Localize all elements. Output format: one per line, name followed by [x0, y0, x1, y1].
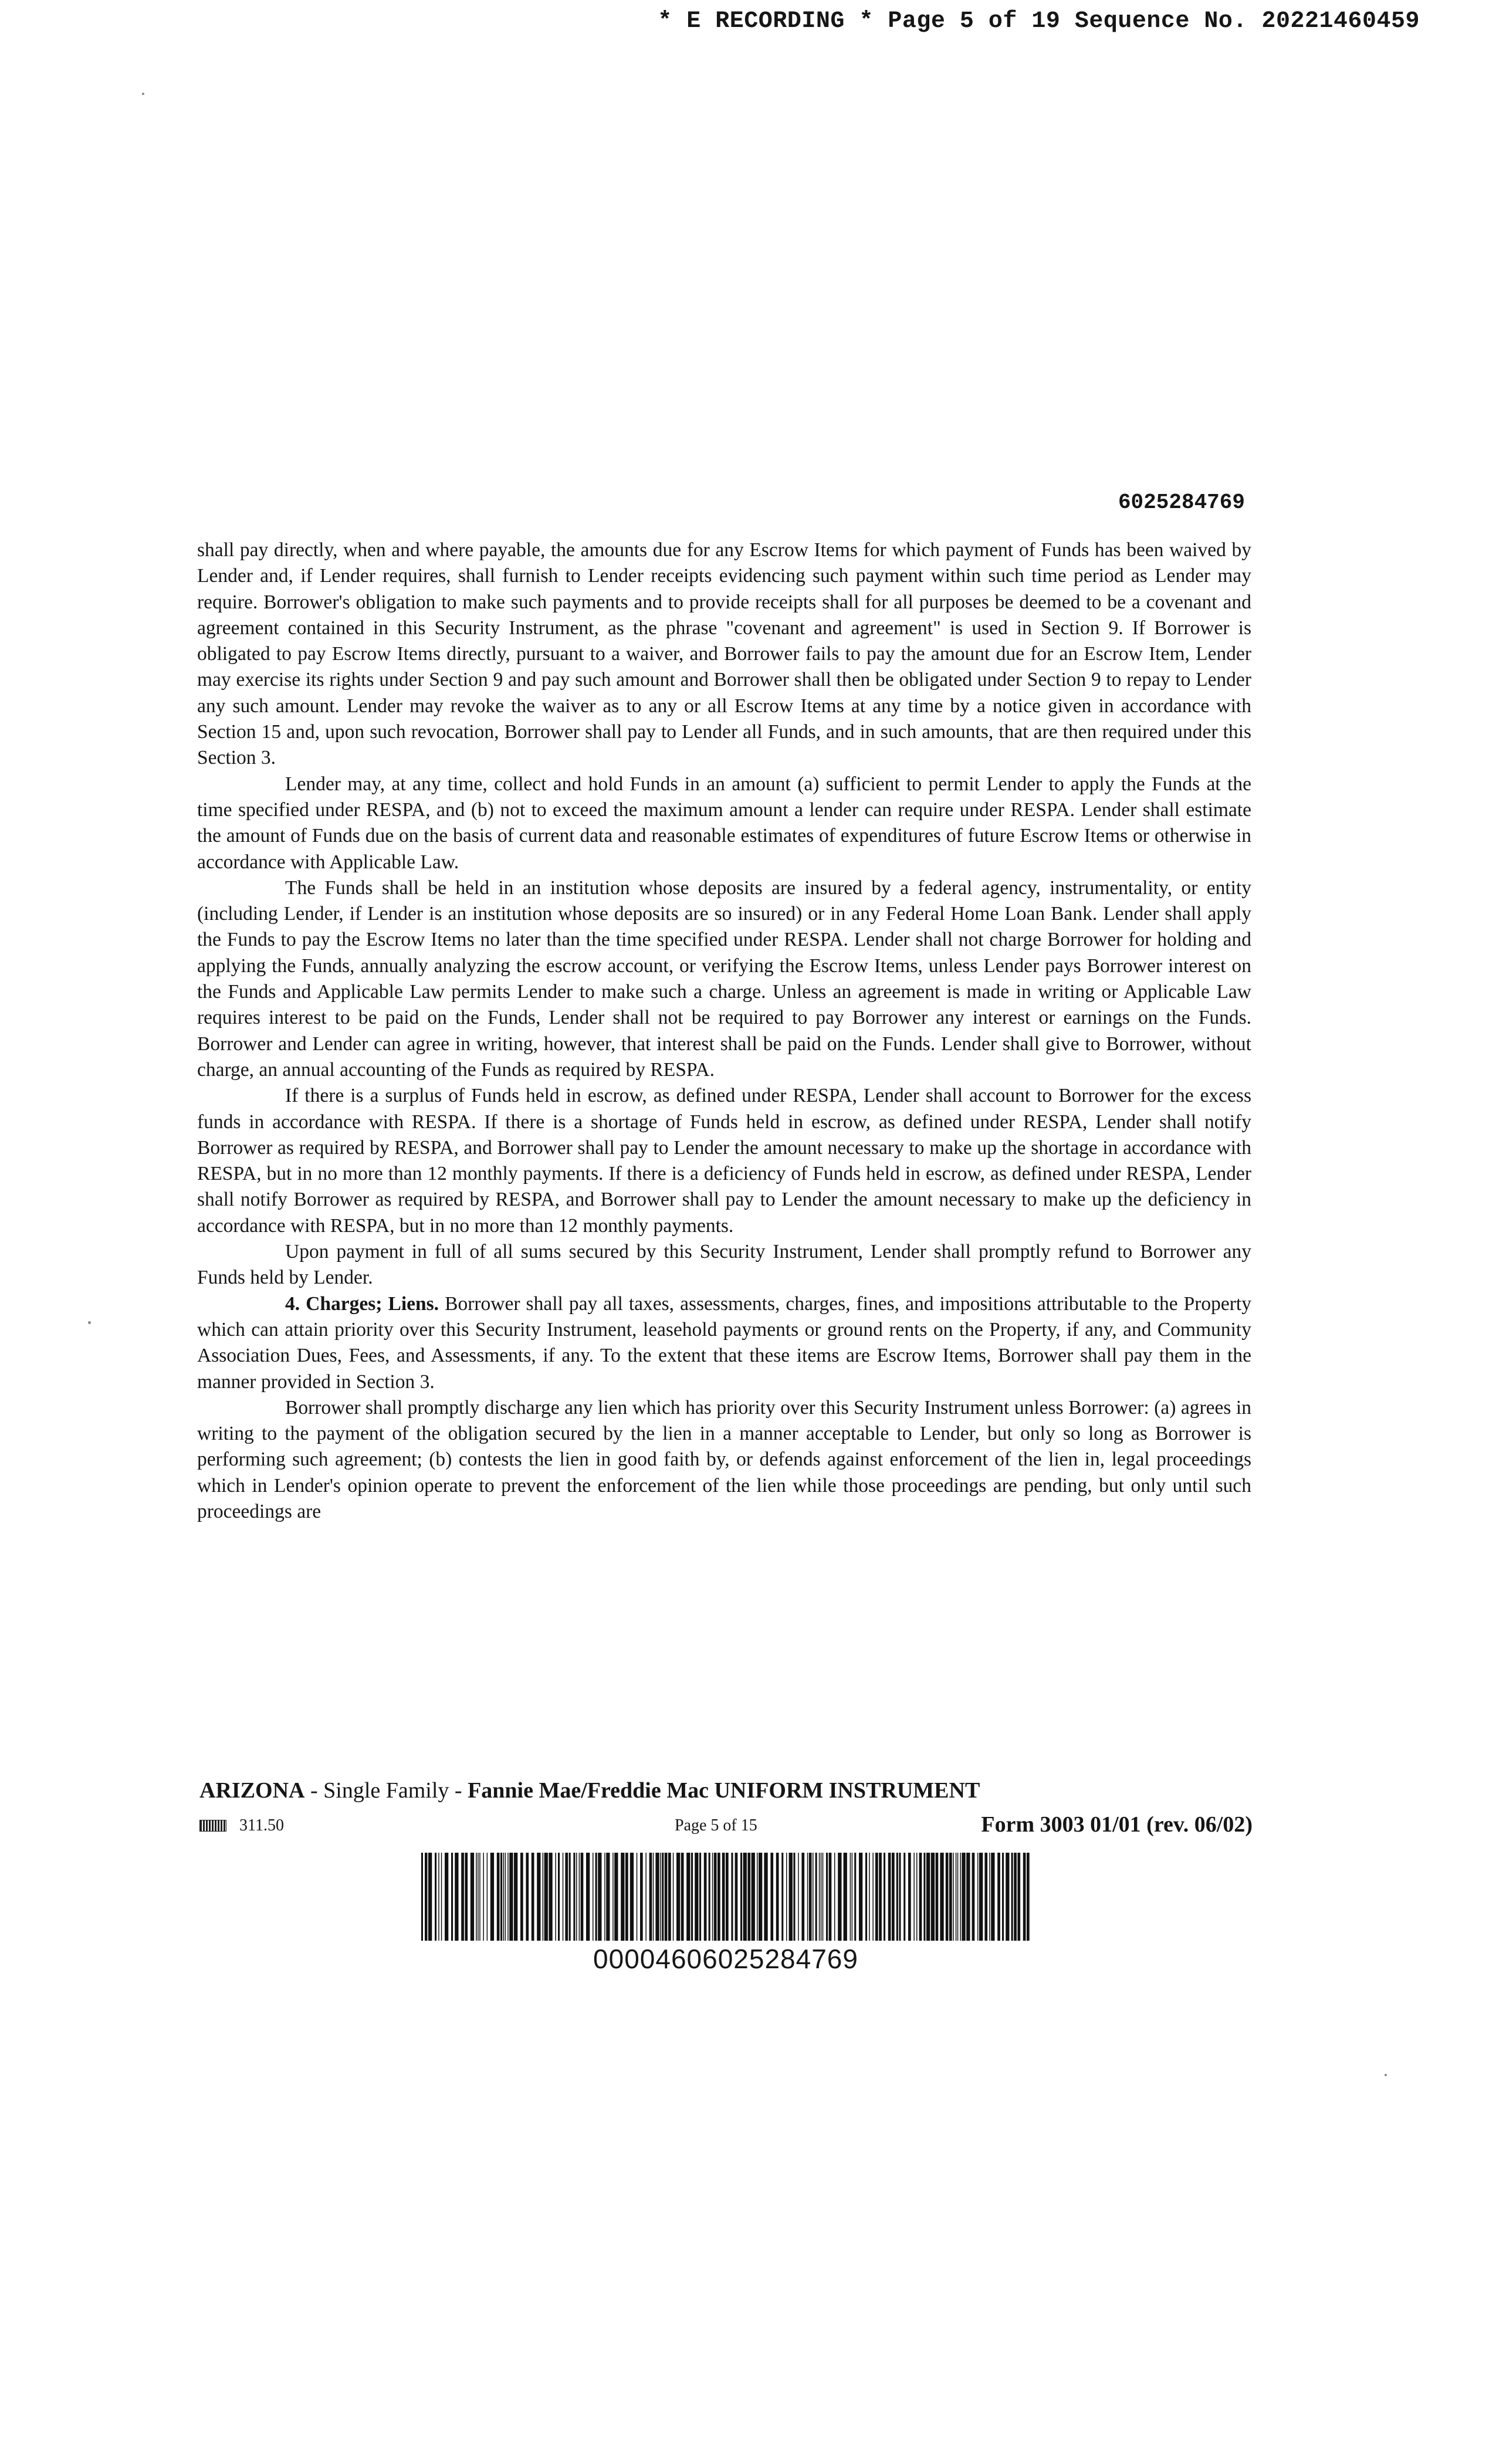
barcode-bar: [960, 1853, 961, 1941]
form-code-text: 311.50: [239, 1816, 284, 1835]
barcode-bar: [997, 1853, 1000, 1941]
barcode-bar: [908, 1853, 911, 1941]
barcode-bar: [962, 1853, 965, 1941]
barcode-bar: [1002, 1853, 1004, 1941]
barcode-bar: [598, 1853, 601, 1941]
barcode-bar: [826, 1853, 828, 1941]
barcode-bar: [834, 1853, 835, 1941]
barcode-bar: [752, 1853, 755, 1941]
barcode-bar: [625, 1853, 628, 1941]
barcode-bar: [892, 1853, 895, 1941]
paragraph-surplus-shortage: [197, 1083, 1251, 1239]
barcode-bar: [573, 1853, 575, 1941]
barcode-bar: [731, 1853, 733, 1941]
barcode-bar: [1014, 1853, 1017, 1941]
barcode-bar: [991, 1853, 994, 1941]
barcode-bar: [461, 1853, 464, 1941]
barcode-bar: [919, 1853, 922, 1941]
scan-speck: [1385, 2074, 1387, 2076]
barcode-bar: [614, 1853, 618, 1941]
document-body: [197, 537, 1251, 1525]
barcode-bar: [699, 1853, 701, 1941]
barcode-bar: [673, 1853, 674, 1941]
paragraph-collect-funds: [197, 771, 1251, 875]
barcode-bar: [747, 1853, 750, 1941]
barcode-bar: [581, 1853, 584, 1941]
scan-speck: [142, 93, 144, 95]
barcode-bar: [823, 1853, 824, 1941]
paragraph-text: Upon payment in full of all sums secured by this Security Instrument, Lender shall promptly refund to Borrower any Funds held by Lender.: [197, 1241, 1251, 1289]
barcode-bar: [479, 1853, 480, 1941]
barcode-bar: [455, 1853, 458, 1941]
barcode-bar: [819, 1853, 820, 1941]
barcode-bar: [471, 1853, 474, 1941]
barcode-bar: [821, 1853, 822, 1941]
barcode-bar: [427, 1853, 428, 1941]
barcode-bar: [770, 1853, 773, 1941]
barcode-bar: [565, 1853, 568, 1941]
barcode-bar: [606, 1853, 610, 1941]
scan-speck: [88, 1321, 91, 1324]
recording-header: * E RECORDING * Page 5 of 19 Sequence No. 20221460459: [658, 8, 1420, 35]
barcode-bar: [425, 1853, 427, 1941]
paragraph-text: Lender may, at any time, collect and hold Funds in an amount (a) sufficient to permit Lender to apply the Funds at the time specified under RESPA, and (b) not to exceed the maximum amount a lender can require under RESPA. Lender shall estimate the amount of Funds due on the basis of current data and reasonable estimates of expenditures of future Escrow Items or otherwise in accordance with Applicable Law.: [197, 773, 1251, 873]
barcode-bar: [888, 1853, 891, 1941]
barcode-bar: [740, 1853, 742, 1941]
barcode-bar: [665, 1853, 668, 1941]
barcode-bar: [759, 1853, 762, 1941]
barcode-bar: [743, 1853, 747, 1941]
barcode-bar: [859, 1853, 862, 1941]
barcode-bar: [884, 1853, 885, 1941]
barcode-bar: [913, 1853, 915, 1941]
barcode-bar: [989, 1853, 990, 1941]
barcode-bar: [660, 1853, 661, 1941]
barcode-bar: [595, 1853, 597, 1941]
barcode-bar: [476, 1853, 477, 1941]
barcode-bar: [940, 1853, 943, 1941]
barcode-bar: [726, 1853, 729, 1941]
paragraph-discharge-lien: [197, 1395, 1251, 1525]
barcode-bar: [500, 1853, 502, 1941]
barcode-bar: [704, 1853, 707, 1941]
barcode-bar: [507, 1853, 509, 1941]
barcode-bar: [953, 1853, 954, 1941]
barcode-bar: [793, 1853, 795, 1941]
barcode-bar: [979, 1853, 983, 1941]
barcode: [418, 1853, 1034, 1941]
barcode-bar: [612, 1853, 614, 1941]
footer-title: [199, 1778, 980, 1803]
barcode-bar: [786, 1853, 787, 1941]
barcode-number: 00004606025284769: [593, 1944, 858, 1974]
barcode-bar: [563, 1853, 564, 1941]
barcode-bar: [899, 1853, 901, 1941]
barcode-bar: [478, 1853, 479, 1941]
barcode-bar: [936, 1853, 939, 1941]
barcode-bar: [1006, 1853, 1009, 1941]
barcode-bar: [487, 1853, 488, 1941]
barcode-bar: [653, 1853, 654, 1941]
footer-title-rest: - Single Family -: [304, 1778, 468, 1803]
barcode-bar: [630, 1853, 634, 1941]
barcode-bar: [555, 1853, 556, 1941]
barcode-bar: [916, 1853, 918, 1941]
barcode-bar: [544, 1853, 548, 1941]
barcode-bar: [445, 1853, 448, 1941]
barcode-bar: [428, 1853, 432, 1941]
barcode-bar: [926, 1853, 930, 1941]
barcode-bar: [717, 1853, 720, 1941]
barcode-bar: [923, 1853, 925, 1941]
barcode-bar: [984, 1853, 987, 1941]
barcode-bar: [813, 1853, 814, 1941]
barcode-bar: [735, 1853, 738, 1941]
barcode-bar: [593, 1853, 594, 1941]
barcode-bar: [497, 1853, 500, 1941]
barcode-bar: [798, 1853, 799, 1941]
barcode-bar: [946, 1853, 949, 1941]
form-label: Form 3003 01/01 (rev. 06/02): [981, 1812, 1253, 1837]
barcode-bar: [438, 1853, 439, 1941]
footer-state: ARIZONA: [199, 1778, 305, 1803]
barcode-bar: [972, 1853, 975, 1941]
barcode-bar: [865, 1853, 867, 1941]
barcode-bar: [1011, 1853, 1013, 1941]
barcode-bar: [764, 1853, 767, 1941]
barcode-bar: [875, 1853, 878, 1941]
paragraph-text: Borrower shall pay all taxes, assessments, charges, fines, and impositions attributable to the Property which can attain priority over this Security Instrument, leasehold payments or ground rents on the Property, if any, and Community Association Dues, Fees, and Assessments, if any. To the extent that these items are Escrow Items, Borrower shall pay them in the manner provided in Section 3.: [197, 1292, 1251, 1393]
paragraph-charges-liens: [197, 1291, 1251, 1395]
barcode-bar: [977, 1853, 979, 1941]
barcode-bar: [604, 1853, 605, 1941]
barcode-bar: [543, 1853, 544, 1941]
page-label: Page 5 of 15: [675, 1816, 757, 1835]
barcode-bar: [637, 1853, 638, 1941]
barcode-bar: [514, 1853, 517, 1941]
barcode-bar: [668, 1853, 671, 1941]
barcode-bar: [451, 1853, 453, 1941]
barcode-bar: [1017, 1853, 1020, 1941]
paragraph-text: shall pay directly, when and where payable, the amounts due for any Escrow Items for which payment of Funds has been waived by Lender and, if Lender requires, shall furnish to Lender receipts evidencing such payment within such time period as Lender may require. Borrower's obligation to make such payments and to provide receipts shall for all purposes be deemed to be a covenant and agreement contained in this Security Instrument, as the phrase "covenant and agreement" is used in Section 9. If Borrower is obligated to pay Escrow Items directly, pursuant to a waiver, and Borrower fails to pay the amount due for an Escrow Item, Lender may exercise its rights under Section 9 and pay such amount and Borrower shall then be obligated under Section 9 to repay to Lender any such amount. Lender may revoke the waiver as to any or all Escrow Items at any time by a notice given in accordance with Section 15 and, upon such revocation, Borrower shall pay to Lender all Funds, and in such amounts, that are then required under this Section 3.: [197, 539, 1251, 769]
barcode-bar: [435, 1853, 436, 1941]
paragraph-refund: [197, 1239, 1251, 1291]
barcode-bar: [879, 1853, 882, 1941]
barcode-bar: [714, 1853, 717, 1941]
barcode-bar: [896, 1853, 898, 1941]
barcode-bar: [505, 1853, 506, 1941]
barcode-bar: [1023, 1853, 1026, 1941]
barcode-bar: [854, 1853, 856, 1941]
barcode-bar: [957, 1853, 959, 1941]
barcode-bar: [815, 1853, 817, 1941]
barcode-bar: [676, 1853, 680, 1941]
barcode-bar: [421, 1853, 423, 1941]
loan-number: 6025284769: [1118, 490, 1245, 515]
barcode-bar: [709, 1853, 710, 1941]
paragraph-text: Borrower shall promptly discharge any lien which has priority over this Security Instrument unless Borrower: (a) agrees in writing to the payment of the obligation secured by the lien in a manner acceptable to Lender, but only so long as Borrower is performing such agreement; (b) contests the lien in good faith by, or defends against enforcement of the lien in, legal proceedings which in Lender's opinion operate to prevent the enforcement of the lien while those proceedings are pending, but only until such proceedings are: [197, 1396, 1251, 1522]
barcode-bar: [781, 1853, 783, 1941]
barcode-bar: [838, 1853, 841, 1941]
footer-row: [199, 1812, 1253, 1839]
paragraph-text: The Funds shall be held in an institution whose deposits are insured by a federal agency, instrumentality, or entity (including Lender, if Lender is an institution whose deposits are so insured) or in any Federal Home Loan Bank. Lender shall apply the Funds to pay the Escrow Items no later than the time specified under RESPA. Lender shall not charge Borrower for holding and applying the Funds, annually analyzing the escrow account, or verifying the Escrow Items, unless Lender pays Borrower interest on the Funds and Applicable Law permits Lender to make such a charge. Unless an agreement is made in writing or Applicable Law requires interest to be paid on the Funds, Lender shall not be required to pay Borrower any interest or earnings on the Funds. Borrower and Lender can agree in writing, however, that interest shall be paid on the Funds. Lender shall give to Borrower, without charge, an annual accounting of the Funds as required by RESPA.: [197, 876, 1251, 1081]
barcode-bar: [465, 1853, 468, 1941]
barcode-bar: [655, 1853, 659, 1941]
barcode-bar: [649, 1853, 652, 1941]
paragraph-escrow-waiver: [197, 537, 1251, 771]
barcode-bar: [558, 1853, 560, 1941]
barcode-bar: [526, 1853, 529, 1941]
barcode-bar: [645, 1853, 647, 1941]
section-heading: 4. Charges; Liens.: [285, 1292, 439, 1315]
barcode-bar: [569, 1853, 571, 1941]
barcode-bar: [509, 1853, 513, 1941]
barcode-bar: [722, 1853, 725, 1941]
barcode-bar: [686, 1853, 690, 1941]
barcode-bar: [1027, 1853, 1030, 1941]
barcode-bar: [829, 1853, 832, 1941]
barcode-bar: [931, 1853, 935, 1941]
barcode-bar: [520, 1853, 523, 1941]
barcode-bar: [441, 1853, 442, 1941]
barcode-bar: [537, 1853, 540, 1941]
barcode-bar: [490, 1853, 494, 1941]
paragraph-funds-held: [197, 875, 1251, 1083]
barcode-bar: [757, 1853, 758, 1941]
barcode-bar: [807, 1853, 808, 1941]
barcode-bar: [586, 1853, 590, 1941]
barcode-bar: [956, 1853, 957, 1941]
barcode-bar: [809, 1853, 812, 1941]
barcode-bar: [695, 1853, 698, 1941]
barcode-bar: [532, 1853, 534, 1941]
barcode-bar: [801, 1853, 804, 1941]
barcode-bar: [903, 1853, 905, 1941]
form-code-icon: [199, 1820, 226, 1832]
barcode-bar: [872, 1853, 874, 1941]
barcode-bar: [712, 1853, 713, 1941]
barcode-bar: [844, 1853, 847, 1941]
barcode-bar: [789, 1853, 793, 1941]
barcode-bar: [691, 1853, 693, 1941]
barcode-bar: [662, 1853, 664, 1941]
barcode-bar: [579, 1853, 580, 1941]
barcode-bar: [681, 1853, 684, 1941]
barcode-bar: [640, 1853, 643, 1941]
barcode-bar: [549, 1853, 552, 1941]
barcode-bar: [503, 1853, 505, 1941]
barcode-bar: [852, 1853, 853, 1941]
barcode-bar: [949, 1853, 952, 1941]
barcode-bar: [850, 1853, 851, 1941]
paragraph-text: If there is a surplus of Funds held in escrow, as defined under RESPA, Lender shall account to Borrower for the excess funds in accordance with RESPA. If there is a shortage of Funds held in escrow, as defined under RESPA, Lender shall notify Borrower as required by RESPA, and Borrower shall pay to Lender the amount necessary to make up the shortage in accordance with RESPA, but in no more than 12 monthly payments. If there is a deficiency of Funds held in escrow, as defined under RESPA, Lender shall notify Borrower as required by RESPA, and Borrower shall pay to Lender the amount necessary to make up the deficiency in accordance with RESPA, but in no more than 12 monthly payments.: [197, 1085, 1251, 1237]
barcode-bar: [621, 1853, 624, 1941]
barcode-bar: [776, 1853, 779, 1941]
footer-title-bold: Fannie Mae/Freddie Mac UNIFORM INSTRUMENT: [468, 1778, 980, 1803]
barcode-bar: [966, 1853, 970, 1941]
barcode-bar: [576, 1853, 577, 1941]
barcode-bar: [483, 1853, 484, 1941]
form-code: [199, 1816, 284, 1835]
barcode-bar: [869, 1853, 870, 1941]
